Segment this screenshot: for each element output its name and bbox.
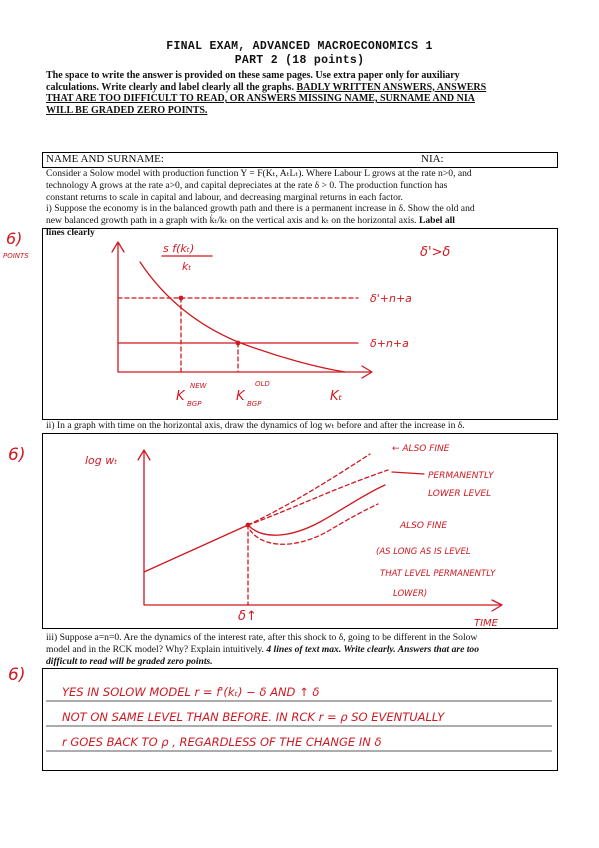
- graph1-curve-label-top: s f(kₜ): [163, 242, 195, 255]
- graph2-shock-label: δ↑: [238, 609, 257, 624]
- question-line-2: technology A grows at the rate a>0, and capital depreciates at the rate δ > 0. The production function has: [46, 179, 448, 191]
- question-line-3: constant returns to scale in capital and labour, and decreasing marginal returns in each factor.: [46, 191, 403, 203]
- question-part-iii-b: model and in the RCK model? Why? Explain intuitively. 4 lines of text max. Write clearly. Answers that are too: [46, 643, 480, 655]
- instructions-warning-3: WILL BE GRADED ZERO POINTS.: [46, 104, 208, 116]
- graph1-axes: [118, 244, 370, 372]
- graph2-also-fine-path: [248, 470, 388, 525]
- graph1-score-note: POINTS: [3, 252, 29, 260]
- graph2-note-2: THAT LEVEL PERMANENTLY: [380, 569, 496, 579]
- graph2-lower-level: LOWER LEVEL: [428, 489, 492, 499]
- graph2-score: 6): [8, 445, 26, 465]
- instructions: [46, 70, 556, 116]
- name-box[interactable]: [42, 152, 558, 168]
- graph2-note-1: (AS LONG AS IS LEVEL: [376, 547, 471, 557]
- name-label: NAME AND SURNAME:: [46, 153, 164, 165]
- instructions-line-2: calculations. Write clearly and label clearly all the graphs. BADLY WRITTEN ANSWERS, ANSWERS: [46, 81, 487, 93]
- graph1-kold-sub: BGP: [247, 400, 262, 408]
- graph2-pre-shock-path: [144, 525, 248, 572]
- graph1-kold: K: [236, 389, 245, 404]
- graph1-line-low-label: δ+n+a: [370, 337, 409, 350]
- graph2-also-fine-1: ← ALSO FINE: [392, 444, 450, 454]
- answer3-line-3: r GOES BACK TO ρ , REGARDLESS OF THE CHANGE IN δ: [62, 735, 382, 749]
- question-part-i-b: new balanced growth path in a graph with k̇ₜ/kₜ on the vertical axis and kₜ on the horizontal axis. Label all: [46, 215, 455, 227]
- graph1-kold-top: OLD: [255, 380, 270, 388]
- instructions-warning-2: THAT ARE TOO DIFFICULT TO READ, OR ANSWERS MISSING NAME, SURNAME AND NIA: [46, 93, 475, 104]
- graph1-knew: K: [176, 389, 185, 404]
- question-part-iii-a: iii) Suppose a=n=0. Are the dynamics of the interest rate, after this shock to δ, going to be different in the Solow: [46, 632, 478, 643]
- graph2-old-trend: [248, 454, 370, 525]
- graph1-curve: [140, 262, 345, 372]
- answer3-score: 6): [8, 665, 26, 685]
- graph2-alt-path: [250, 504, 378, 544]
- graph2-note-3: LOWER): [393, 589, 428, 599]
- graph2-also-fine-2: ALSO FINE: [400, 521, 448, 531]
- graph1-line-high-label: δ'+n+a: [370, 292, 412, 305]
- graph2-drawing: [0, 430, 599, 630]
- nia-label: NIA:: [421, 153, 444, 165]
- graph2-x-label: TIME: [474, 618, 499, 629]
- graph1-delta-note: δ'>δ: [420, 245, 451, 260]
- instructions-line-1: The space to write the answer is provided on these same pages. Use extra paper only for auxiliary: [46, 70, 460, 81]
- graph1-drawing: [0, 222, 599, 422]
- graph1-knew-sub: BGP: [187, 400, 202, 408]
- exam-part: PART 2 (18 points): [234, 54, 365, 67]
- answer3-line-1: YES IN SOLOW MODEL r = f'(kₜ) − δ AND ↑ δ: [62, 685, 320, 699]
- answer3-drawing: [0, 660, 599, 775]
- answer3-line-2: NOT ON SAME LEVEL THAN BEFORE. IN RCK r = ρ SO EVENTUALLY: [62, 710, 445, 724]
- question-line-1: Consider a Solow model with production function Y = F(Kₜ, AₜLₜ). Where Labour L grows at the rate n>0, and: [46, 168, 472, 179]
- graph1-x-label: Kₜ: [330, 389, 343, 404]
- graph1-curve-label-bottom: kₜ: [182, 260, 192, 273]
- exam-title: FINAL EXAM, ADVANCED MACROECONOMICS 1: [166, 40, 433, 53]
- graph1-knew-top: NEW: [190, 382, 207, 390]
- instructions-warning-1: BADLY WRITTEN ANSWERS, ANSWERS: [296, 81, 487, 93]
- question-part-iii-d: difficult to read will be graded zero points.: [46, 655, 213, 667]
- question-part-i-a: i) Suppose the economy is in the balanced growth path and there is a permanent increase in δ. Show the old and: [46, 203, 475, 215]
- question-part-ii: ii) In a graph with time on the horizontal axis, draw the dynamics of log wₜ before and after the increase in δ.: [46, 420, 465, 431]
- graph2-y-label: log wₜ: [85, 454, 118, 467]
- graph2-permanently: PERMANENTLY: [428, 471, 494, 481]
- question-part-i-d: lines clearly: [46, 226, 95, 238]
- graph1-score: 6): [6, 229, 23, 248]
